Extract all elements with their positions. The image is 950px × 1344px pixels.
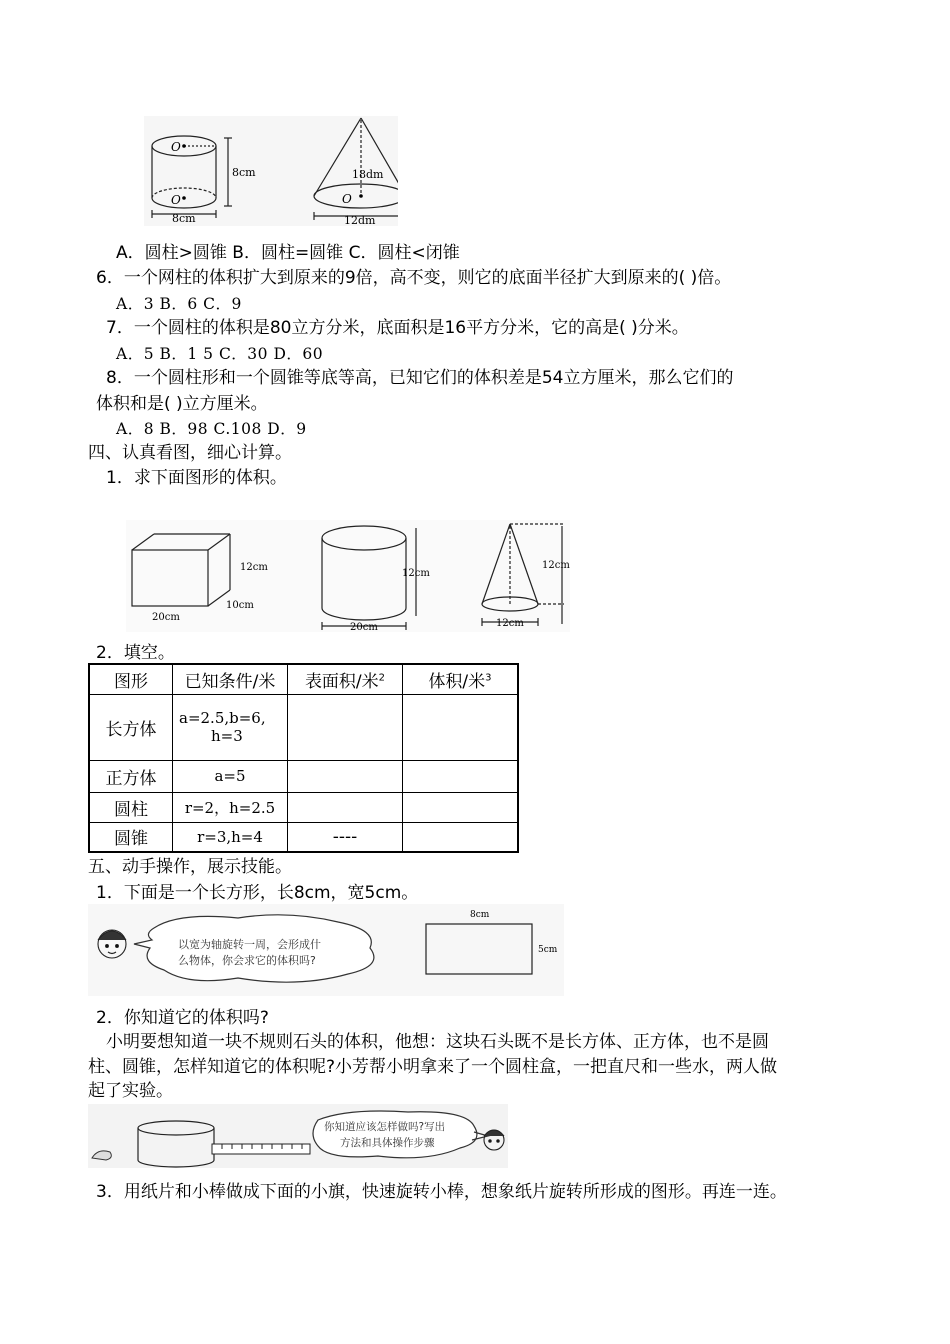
cyl-width: 8cm <box>172 212 196 225</box>
box-length: 20cm <box>152 612 180 623</box>
cone-o: O <box>342 192 352 206</box>
figure-cylinder-cone <box>144 116 398 226</box>
section5-title: 五、动手操作，展示技能。 <box>88 857 292 877</box>
header-condition: 已知条件/米 <box>173 664 288 694</box>
row-cylinder-cond: r=2，h=2.5 <box>173 792 288 822</box>
row-cuboid-shape: 长方体 <box>89 694 173 760</box>
section5-q1: 1．下面是一个长方形，长8cm，宽5cm。 <box>96 883 419 903</box>
cyl2-height: 12cm <box>402 568 430 579</box>
section4-q2: 2．填空。 <box>96 643 175 663</box>
box-height: 12cm <box>240 562 268 573</box>
section5-para-line1: 小明要想知道一块不规则石头的体积，他想：这块石头既不是长方体、正方体，也不是圆 <box>106 1032 769 1052</box>
cone-height: 18dm <box>352 168 384 181</box>
row-cube-cond: a=5 <box>173 760 288 792</box>
q6-options: A．3 B．6 C．9 <box>116 295 242 313</box>
figure-volume-shapes <box>126 520 570 632</box>
section5-q3: 3．用纸片和小棒做成下面的小旗，快速旋转小棒，想象纸片旋转所形成的图形。再连一连。 <box>96 1182 787 1202</box>
q6-text: 6．一个网柱的体积扩大到原来的9倍，高不变，则它的底面半径扩大到原来的( )倍。 <box>96 268 732 288</box>
row-cube-shape: 正方体 <box>89 760 173 792</box>
section5-q2: 2．你知道它的体积吗? <box>96 1008 269 1028</box>
row-cylinder-volume[interactable] <box>403 792 519 822</box>
row-cylinder-surface[interactable] <box>288 792 403 822</box>
row-cone-volume[interactable] <box>403 822 519 852</box>
rect-length: 8cm <box>470 910 490 920</box>
ruler-icon <box>212 1144 310 1154</box>
section4-title: 四、认真看图，细心计算。 <box>88 443 292 463</box>
cyl-o-bottom: O <box>171 193 181 207</box>
q5-options: A．圆柱>圆锥 B．圆柱=圆锥 C．圆柱<闭锥 <box>116 243 460 263</box>
bubble2-line1: 你知道应该怎样做吗?写出 <box>324 1121 446 1133</box>
row-cone-shape: 圆锥 <box>89 822 173 852</box>
header-surface: 表面积/米$^2$ <box>288 664 403 694</box>
box-width: 10cm <box>226 600 254 611</box>
row-cylinder-shape: 圆柱 <box>89 792 173 822</box>
row-cone-cond: r=3,h=4 <box>173 822 288 852</box>
bubble2-line2: 方法和具体操作步骤 <box>340 1137 435 1149</box>
q7-options: A．5 B．1 5 C．30 D．60 <box>116 345 324 363</box>
row-cuboid-volume[interactable] <box>403 694 519 760</box>
figure-experiment <box>88 1104 508 1168</box>
header-volume: 体积/米$^3$ <box>403 664 519 694</box>
header-shape: 图形 <box>89 664 173 694</box>
q7-text: 7．一个圆柱的体积是80立方分米，底面积是16平方分米，它的高是( )分米。 <box>106 318 689 338</box>
cyl-height: 8cm <box>232 166 256 179</box>
cone-width: 12dm <box>344 214 376 226</box>
cone2-height: 12cm <box>542 560 570 571</box>
bubble1-line2: 么物体，你会求它的体积吗? <box>178 954 316 967</box>
row-cone-surface: ---- <box>288 822 403 852</box>
row-cuboid-cond: a=2.5,b=6, h=3 <box>173 694 288 760</box>
cyl-o-top: O <box>171 140 181 154</box>
q8-text-line2: 体积和是( )立方厘米。 <box>96 394 268 414</box>
row-cuboid-surface[interactable] <box>288 694 403 760</box>
q8-options: A．8 B．98 C.108 D．9 <box>116 420 307 438</box>
section5-para-line2: 柱、圆锥，怎样知道它的体积呢?小芳帮小明拿来了一个圆柱盒，一把直尺和一些水，两人做 <box>88 1057 778 1077</box>
q8-text-line1: 8．一个圆柱形和一个圆锥等底等高，已知它们的体积差是54立方厘米，那么它们的 <box>106 368 734 388</box>
fill-table <box>88 663 519 853</box>
section4-q1: 1．求下面图形的体积。 <box>106 468 287 488</box>
section5-para-line3: 起了实验。 <box>88 1081 173 1101</box>
figure-rectangle-rotation <box>88 904 564 996</box>
rect-width: 5cm <box>538 945 558 955</box>
row-cube-surface[interactable] <box>288 760 403 792</box>
row-cube-volume[interactable] <box>403 760 519 792</box>
cone2-width: 12cm <box>496 618 524 629</box>
bubble1-line1: 以宽为轴旋转一周，会形成什 <box>178 938 321 951</box>
cyl2-width: 20cm <box>350 622 378 632</box>
